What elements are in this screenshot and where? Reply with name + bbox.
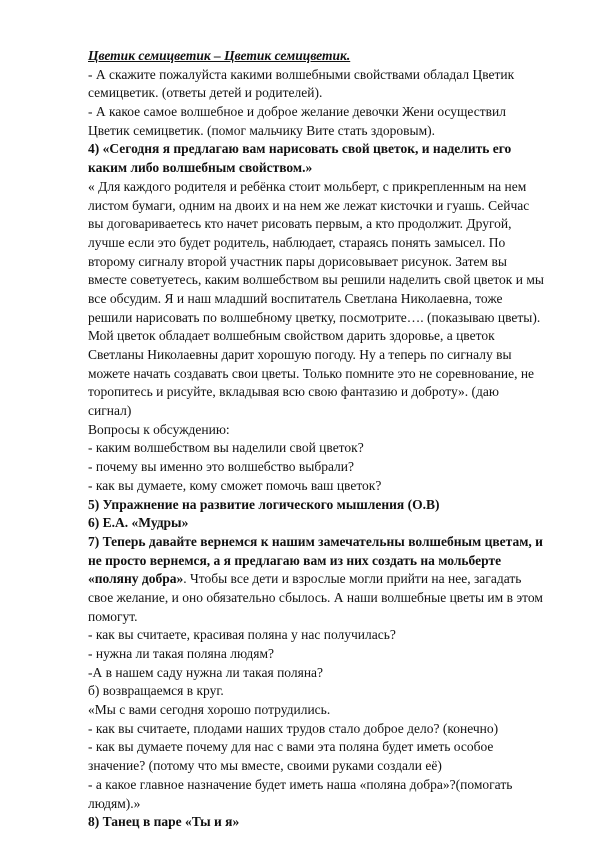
text-line: второму сигналу второй участник пары дорисовывает рисунок. Затем вы — [88, 253, 507, 269]
text-line: вы договариваетесь кто начет рисовать первым, а кто продолжит. Другой, — [88, 216, 512, 232]
text-line: не просто вернемся, а я предлагаю вам из них создать на мольберте — [88, 552, 502, 568]
text-line: - как вы считаете, красивая поляна у нас получилась? — [88, 627, 396, 643]
text-line: 4) «Сегодня я предлагаю вам нарисовать свой цветок, и наделить его — [88, 141, 512, 157]
text-line: Цветик семицветик. (помог мальчику Вите стать здоровым). — [88, 122, 435, 138]
text-line: людям).» — [88, 795, 141, 811]
text-line: «Мы с вами сегодня хорошо потрудились. — [88, 702, 331, 718]
text-line: свое желание, и оно обязательно сбылось. А наши волшебные цветы им в этом — [88, 589, 543, 605]
text-line: Мой цветок обладает волшебным свойством дарить здоровье, а цветок — [88, 328, 495, 344]
text-line: - каким волшебством вы наделили свой цветок? — [88, 440, 364, 456]
text-line: - как вы думаете, кому сможет помочь ваш цветок? — [88, 477, 382, 493]
text-line: 5) Упражнение на развитие логического мышления (О.В) — [88, 496, 440, 512]
text-line: 6) Е.А. «Мудры» — [88, 515, 189, 531]
text-line: все обсудим. Я и наш младший воспитатель Светлана Николаевна, тоже — [88, 290, 503, 306]
text-line: - как вы думаете почему для нас с вами эта поляна будет иметь особое — [88, 739, 494, 755]
text-line: - как вы считаете, плодами наших трудов стало доброе дело? (конечно) — [88, 720, 499, 736]
text-line: - почему вы именно это волшебство выбрали? — [88, 459, 355, 475]
text-line: листом бумаги, одним на двоих и на нем же лежат кисточки и гуашь. Сейчас — [88, 197, 530, 213]
text-line: - А скажите пожалуйста какими волшебными свойствами обладал Цветик — [88, 66, 515, 82]
text-line: торопитесь и рисуйте, вкладывая всю свою фантазию и доброту». (даю — [88, 384, 499, 400]
text-line: Цветик семицветик – Цветик семицветик. — [88, 48, 351, 63]
document-page — [88, 47, 558, 832]
text-line: -А в нашем саду нужна ли такая поляна? — [88, 664, 324, 680]
text-line — [88, 570, 558, 589]
text-line: вместе советуетесь, каким волшебством вы решили наделить свой цветок и мы — [88, 272, 544, 288]
text-line: Вопросы к обсуждению: — [88, 421, 230, 437]
text-line: лучше если это будет родитель, наблюдает, стараясь понять замысел. По — [88, 234, 506, 250]
text-line: б) возвращаемся в круг. — [88, 683, 224, 699]
text-line: значение? (потому что мы вместе, своими руками создали её) — [88, 758, 442, 774]
text-line: « Для каждого родителя и ребёнка стоит мольберт, с прикрепленным на нем — [88, 178, 527, 194]
text-line: 7) Теперь давайте вернемся к нашим замечательны волшебным цветам, и — [88, 533, 543, 549]
text-line: семицветик. (ответы детей и родителей). — [88, 85, 323, 101]
bold-fragment: «поляну добра» — [88, 571, 184, 587]
text-line: решили нарисовать по волшебному цветку, посмотрите…. (показываю цветы). — [88, 309, 541, 325]
text-line: помогут. — [88, 608, 138, 624]
text-line: 8) Танец в паре «Ты и я» — [88, 814, 240, 830]
text-line: - А какое самое волшебное и доброе желание девочки Жени осуществил — [88, 104, 506, 120]
text-line: каким либо волшебным свойством.» — [88, 160, 313, 176]
text-line: Светланы Николаевны дарит хорошую погоду. Ну а теперь по сигналу вы — [88, 347, 512, 362]
text-line: сигнал) — [88, 403, 132, 419]
regular-fragment: . Чтобы все дети и взрослые могли прийти на нее, загадать — [183, 571, 522, 587]
text-line: можете начать создавать свои цветы. Только помните это не соревнование, не — [88, 365, 535, 381]
text-line: - нужна ли такая поляна людям? — [88, 646, 274, 661]
text-line: - а какое главное назначение будет иметь наша «поляна добра»?(помогать — [88, 776, 513, 792]
